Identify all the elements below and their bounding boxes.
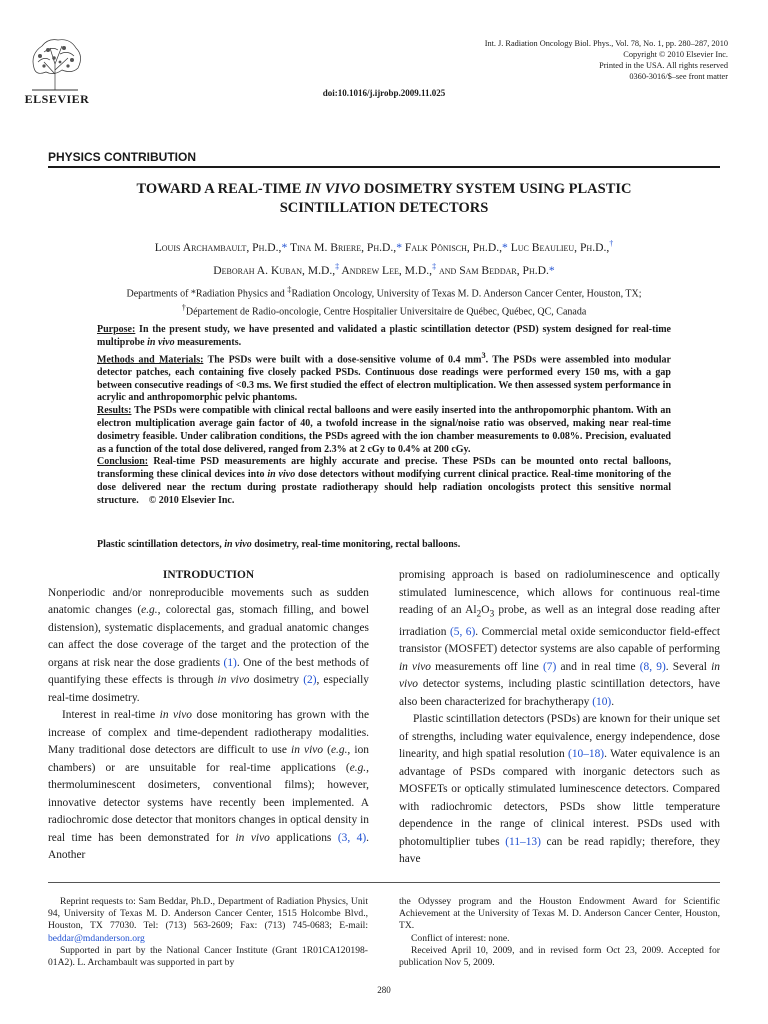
footnote-rule — [48, 882, 720, 883]
paragraph — [399, 711, 720, 869]
paragraph — [399, 567, 720, 711]
affiliation-mark: * — [548, 263, 555, 277]
text: colorectal gas, stomach filling, and bowel distension), systematic displacements, and gradual anatomic changes can affect the dose coverage of the target and the protection of the organs at risk near the dose gradients — [48, 604, 370, 669]
text: . Commercial metal oxide semiconductor field-effect transistor (MOSFET) detector systems are also capable of performing — [399, 625, 720, 656]
section-label: PHYSICS CONTRIBUTION — [48, 150, 197, 164]
journal-header — [485, 38, 728, 82]
text: in vivo — [235, 831, 270, 844]
author-list — [48, 234, 720, 280]
text: dosimetry — [249, 674, 304, 686]
doi: doi:10.1016/j.ijrobp.2009.11.025 — [322, 88, 446, 98]
text: probe, as well as an integral dose reading after irradiation — [399, 604, 720, 638]
affiliation-mark: * — [396, 240, 402, 254]
body-column-right — [399, 567, 720, 869]
abstract-conclusion — [97, 456, 671, 507]
abstract-copyright: © 2010 Elsevier Inc. — [148, 494, 235, 506]
affiliation-mark: † — [181, 303, 186, 313]
keyword-text: in vivo — [224, 539, 252, 550]
copyright-line: Copyright © 2010 Elsevier Inc. — [623, 50, 728, 59]
text: e.g., — [141, 604, 161, 616]
citation-link[interactable]: (2) — [303, 674, 317, 686]
text: and in real time — [556, 660, 640, 673]
text: applications — [269, 831, 338, 844]
abstract-label: Conclusion: — [97, 456, 149, 468]
abstract-text: dose detectors without modifying current clinical practice. Real-time monitoring of the dose delivered near the rectum during prostate radiotherapy should help radiation oncologists protect this sensitive normal structure. — [97, 469, 672, 506]
affiliations — [48, 283, 720, 320]
citation-link[interactable]: (7) — [543, 660, 557, 673]
citation-link[interactable]: (3, 4) — [337, 831, 367, 844]
keywords — [97, 539, 671, 550]
text: in vivo — [217, 674, 250, 686]
article-title — [48, 180, 720, 218]
affiliation-mark: ‡ — [287, 285, 292, 294]
text: , especially real-time dosimetry. — [48, 674, 369, 704]
abstract-purpose — [97, 324, 671, 350]
abstract-text: Real-time PSD measurements are highly accurate and precise. These PSDs can be mounted onto rectal balloons, transforming these clinical devices into — [97, 456, 671, 481]
text: thermoluminescent dosimeters, conventional films); however, innovative detector systems have recently been implemented. A radiochromic dose detector that monitors changes in optical density in real time has been demonstrated for — [48, 779, 369, 844]
text: Plastic scintillation detectors (PSDs) are known for their unique set of strengths, including water equivalence, energy independence, dose linearity, and high spatial resolution — [399, 713, 720, 761]
text: in vivo — [399, 660, 720, 691]
body-column-left — [48, 567, 369, 865]
support-note: Supported in part by the National Cancer Institute (Grant 1R01CA120198-01A2). L. Archambault was supported in part by — [48, 944, 368, 969]
author: Luc Beaulieu, Ph.D., — [507, 240, 610, 254]
abstract-text: The PSDs were built with a dose-sensitive volume of 0.4 mm — [203, 353, 482, 365]
email-link[interactable]: beddar@mdanderson.org — [48, 932, 145, 944]
abstract-text: 3 — [481, 350, 486, 360]
text: ( — [323, 744, 331, 756]
paragraph — [48, 585, 369, 708]
text: . Water equivalence is an advantage of PSDs compared with inorganic detectors such as MOSFETs or optically stimulated luminescence detectors. Compared with radiochromic detectors, PSDs show little temperature dependence in the range of clinical interest. PSDs used with photomultiplier tubes — [399, 748, 720, 848]
abstract-label: Results: — [97, 405, 132, 417]
text: Reprint requests to: Sam Beddar, Ph.D., Department of Radiation Physics, Unit 94, University of Texas M. D. Anderson Cancer Center, 1515 Holcombe Blvd., Houston, TX 77030. Tel: (713) 563-2609; Fax: (713) 745-0683; E-mail: — [48, 896, 368, 932]
author: Deborah A. Kuban, M.D., — [213, 263, 336, 277]
citation-link[interactable]: (8, 9) — [639, 660, 666, 673]
affiliation-mark: ‡ — [335, 261, 340, 271]
text: 3 — [489, 609, 495, 620]
citation-link[interactable]: (11–13) — [505, 835, 541, 848]
affiliation-text: Departments of *Radiation Physics and — [126, 288, 288, 300]
title-italic: IN VIVO — [305, 181, 361, 197]
footnote-right — [399, 896, 720, 969]
text: . One of the best methods of quantifying these effects is through — [48, 656, 369, 686]
abstract-results — [97, 405, 671, 456]
title-line2: SCINTILLATION DETECTORS — [279, 200, 489, 216]
text: Interest in real-time — [62, 709, 160, 721]
citation-link[interactable]: (1) — [223, 656, 237, 669]
abstract-methods — [97, 350, 671, 406]
paragraph — [48, 707, 369, 865]
text: . Several — [665, 660, 712, 673]
title-part1: TOWARD A REAL-TIME — [136, 181, 306, 197]
abstract-text: The PSDs were compatible with clinical rectal balloons and were easily inserted into the anthropomorphic phantom. With an electron multiplication average gain factor of 40, a twofold increase in the signal/noise ratio was observed, making near real-time dosimetry feasible. Under calibration conditions, the PSDs agreed with the ion chamber measurements to 0.08%. Precision, evaluated as a function of the total dose delivered, ranged from 2.3% at 2 cGy to 0.4% at 200 cGy. — [97, 405, 671, 455]
author: Louis Archambault, Ph.D., — [154, 240, 282, 254]
affiliation-mark: ‡ — [432, 261, 437, 271]
abstract-text: measurements. — [174, 336, 242, 348]
abstract-label: Methods and Materials: — [97, 353, 204, 365]
printed-line: Printed in the USA. All rights reserved — [599, 61, 728, 70]
text: in vivo — [159, 709, 192, 721]
affiliation-mark: * — [502, 240, 508, 254]
text: O — [481, 604, 490, 616]
page-number: 280 — [377, 985, 391, 995]
affiliation-mark: † — [609, 239, 614, 248]
received-note: Received April 10, 2009, and in revised form Oct 23, 2009. Accepted for publication Nov 5, 2009. — [399, 944, 720, 969]
section-rule — [48, 166, 720, 168]
journal-citation: Int. J. Radiation Oncology Biol. Phys., Vol. 78, No. 1, pp. 280–287, 2010 — [484, 39, 728, 48]
abstract-text: In the present study, we have presented and validated a plastic scintillation detector (PSD) system designed for real-time multiprobe — [97, 324, 671, 348]
conflict-note: Conflict of interest: none. — [411, 932, 510, 944]
text: detector systems, including plastic scintillation detectors, have also been characterized for brachytherapy — [399, 678, 720, 708]
text: can be read rapidly; therefore, they have — [399, 835, 721, 866]
keyword-text: Plastic scintillation detectors, — [97, 539, 225, 550]
reprint-note — [48, 896, 368, 945]
abstract-text: in vivo — [147, 336, 175, 348]
footnote-left — [48, 896, 368, 969]
section-heading: INTRODUCTION — [162, 569, 255, 581]
text: promising approach is based on radioluminescence and optically stimulated luminescence, which allows for continuous real-time reading of an Al — [399, 569, 720, 616]
support-note-cont: the Odyssey program and the Houston Endowment Award for Scientific Achievement at the University of Texas M. D. Anderson Cancer Center, Houston, TX. — [399, 896, 720, 932]
affiliation-text: Département de Radio-oncologie, Centre Hospitalier Universitaire de Québec, Québec, QC, Canada — [185, 306, 587, 318]
title-part2: DOSIMETRY SYSTEM USING PLASTIC — [360, 181, 632, 197]
text: e.g., — [330, 744, 351, 756]
text: Nonperiodic and/or nonreproducible movements such as sudden anatomic changes ( — [48, 586, 369, 616]
abstract — [97, 324, 671, 507]
text: . — [611, 695, 615, 708]
author: Tina M. Briere, Ph.D., — [287, 240, 397, 254]
text: in vivo — [399, 660, 431, 673]
author: Falk Pönisch, Ph.D., — [401, 240, 502, 254]
citation-link[interactable]: (10–18) — [568, 748, 605, 761]
affiliation-mark: * — [281, 240, 288, 254]
affiliation-text: Radiation Oncology, University of Texas M. D. Anderson Cancer Center, Houston, TX; — [291, 288, 642, 300]
abstract-label: Purpose: — [97, 324, 136, 335]
text: e.g., — [349, 761, 369, 774]
text: ion chambers) or are unsuitable for real-time applications ( — [48, 744, 369, 774]
text: in vivo — [291, 744, 324, 756]
text: dose monitoring has grown with the increase of complex and time-dependent radiotherapy modalities. Many traditional dose detectors are difficult to use — [48, 709, 370, 756]
text: measurements off line — [431, 660, 543, 673]
publisher-logo-text: ELSEVIER — [24, 92, 90, 106]
abstract-text: in vivo — [267, 469, 296, 481]
issn-line: 0360-3016/$–see front matter — [629, 72, 728, 81]
abstract-text: . The PSDs were assembled into modular detector patches, each containing five closely packed PSDs. Continuous dose readings were performed every 150 ms, with a gap between consecutive readings of <0.3 ms. We first studied the effect of electron multiplication. We then assessed system performance in acrylic and anthropomorphic pelvic phantoms. — [97, 353, 671, 404]
author: Andrew Lee, M.D., — [339, 263, 433, 277]
text: 2 — [476, 609, 482, 620]
citation-link[interactable]: (10) — [592, 695, 612, 708]
text: . Another — [48, 831, 369, 861]
citation-link[interactable]: (5, 6) — [449, 625, 476, 638]
author: and Sam Beddar, Ph.D. — [436, 263, 549, 277]
keyword-text: dosimetry, real-time monitoring, rectal balloons. — [251, 539, 461, 550]
